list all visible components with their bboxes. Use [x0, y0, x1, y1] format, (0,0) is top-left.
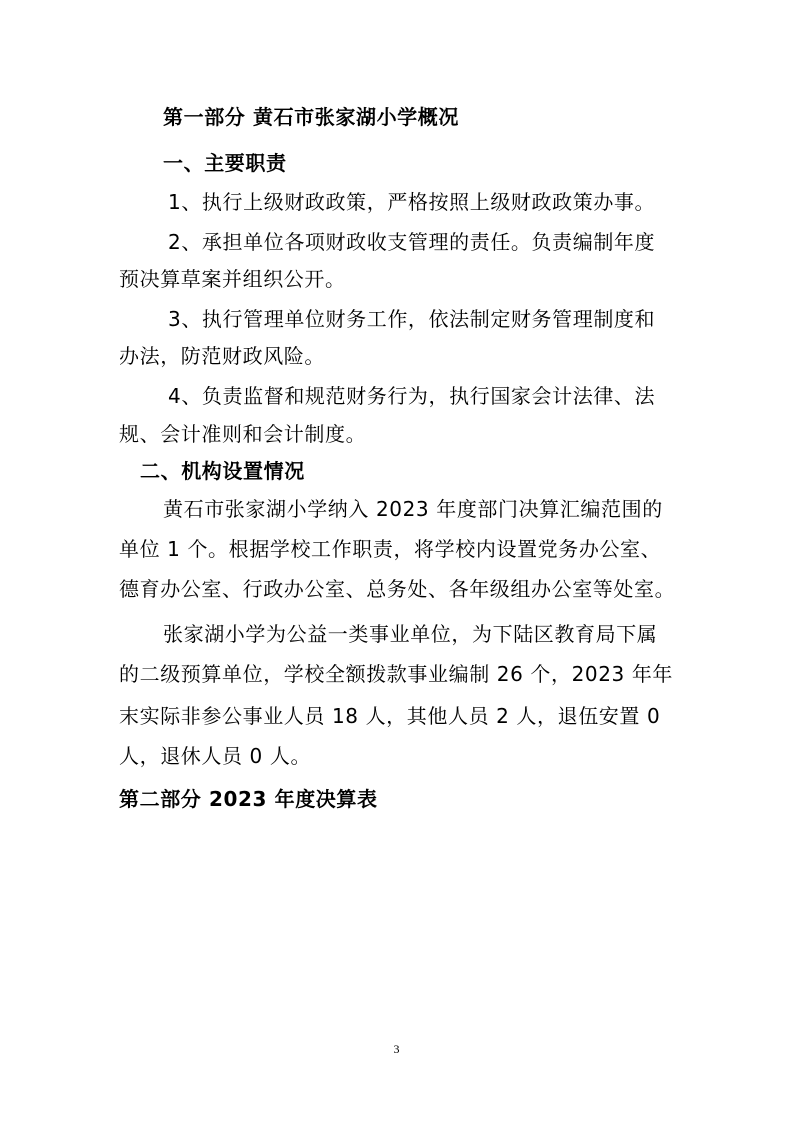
org-para1-line-2: 单位 1 个。根据学校工作职责，将学校内设置党务办公室、 [119, 537, 662, 561]
org-para2-line-3: 末实际非参公事业人员 18 人，其他人员 2 人，退伍安置 0 [119, 704, 661, 728]
duty-item-3-line-2: 办法，防范财政风险。 [119, 344, 325, 368]
page-number: 3 [393, 1042, 400, 1056]
org-para2-line-2: 的二级预算单位，学校全额拨款事业编制 26 个，2023 年年 [119, 662, 674, 686]
org-para1-line-1: 黄石市张家湖小学纳入 2023 年度部门决算汇编范围的 [163, 497, 663, 521]
duty-item-4-line-1: 4、负责监督和规范财务行为，执行国家会计法律、法 [168, 384, 656, 408]
section1-heading: 一、主要职责 [163, 151, 287, 175]
duty-item-2-line-2: 预决算草案并组织公开。 [119, 267, 346, 291]
org-para2-line-4: 人，退休人员 0 人。 [119, 744, 312, 768]
org-para2-line-1: 张家湖小学为公益一类事业单位，为下陆区教育局下属 [163, 622, 658, 646]
duty-item-3-line-1: 3、执行管理单位财务工作，依法制定财务管理制度和 [168, 307, 656, 331]
duty-item-4-line-2: 规、会计准则和会计制度。 [119, 422, 367, 446]
org-para1-line-3: 德育办公室、行政办公室、总务处、各年级组办公室等处室。 [119, 577, 676, 601]
duty-item-1: 1、执行上级财政政策，严格按照上级财政政策办事。 [168, 190, 656, 214]
duty-item-2-line-1: 2、承担单位各项财政收支管理的责任。负责编制年度 [168, 230, 656, 254]
part2-title: 第二部分 2023 年度决算表 [119, 787, 378, 811]
section2-heading: 二、机构设置情况 [140, 459, 305, 483]
part1-title: 第一部分 黄石市张家湖小学概况 [163, 105, 459, 129]
